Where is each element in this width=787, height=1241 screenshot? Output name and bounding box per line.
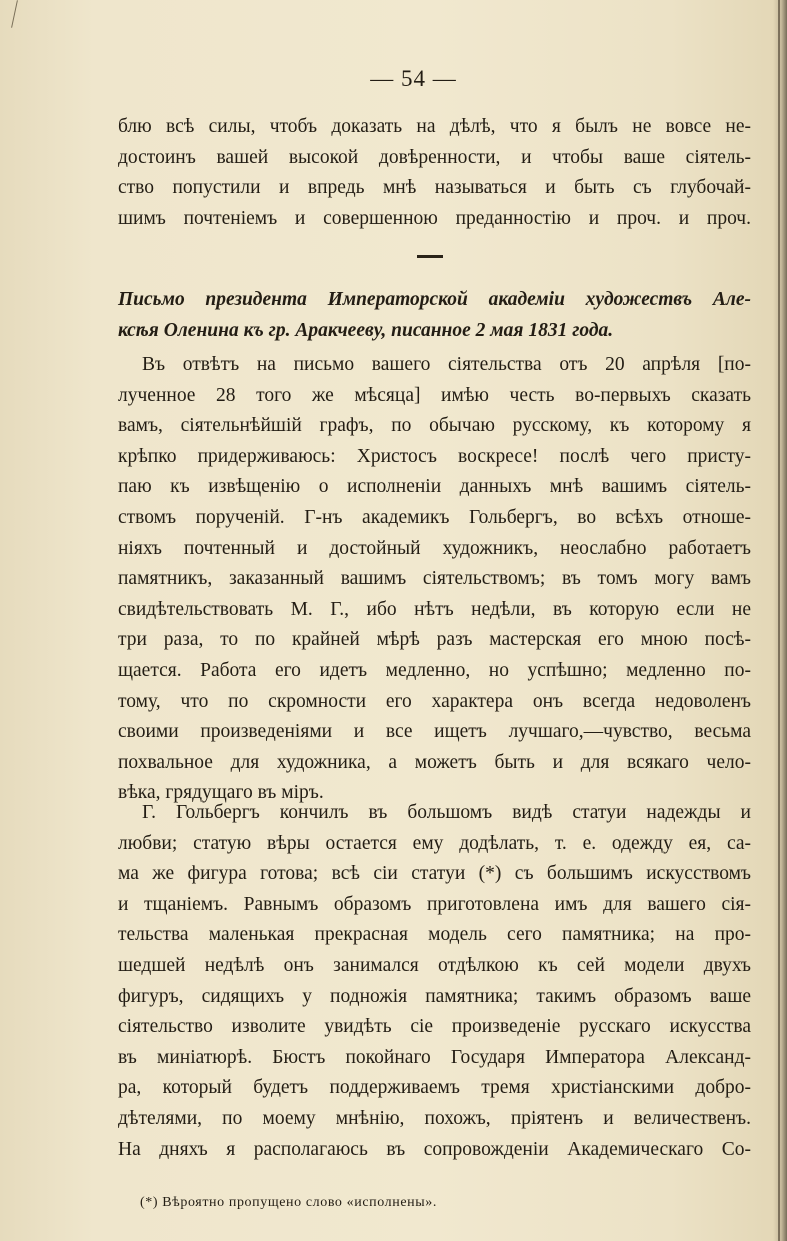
footnote: (*) Вѣроятно пропущено слово «исполнены». xyxy=(140,1195,437,1210)
letter-paragraph-1 xyxy=(118,350,751,809)
heading-line: ксѣя Оленина къ гр. Аракчееву, писанное 2 мая 1831 года. xyxy=(118,320,614,341)
text-line: своими произведеніями и все ищетъ лучшаго,—чувство, весьма xyxy=(118,721,751,743)
text-line: Г. Гольбергъ кончилъ въ большомъ видѣ статуи надежды и xyxy=(142,802,751,823)
text-line: ство попустили и впредь мнѣ называться и быть съ глубочай- xyxy=(118,177,751,199)
text-line: Въ отвѣтъ на письмо вашего сіятельства отъ 20 апрѣля [по- xyxy=(142,354,751,375)
page-number: — 54 — xyxy=(370,66,457,91)
text-line: вамъ, сіятельнѣйшій графъ, по обычаю русскому, къ которому я xyxy=(118,415,751,437)
text-line: похвальное для художника, а можетъ быть и для всякаго чело- xyxy=(118,751,751,773)
text-line: тому, что по скромности его характера онъ всегда недоволенъ xyxy=(118,690,751,712)
text-line: достоинъ вашей высокой довѣренности, и чтобы ваше сіятель- xyxy=(118,146,751,168)
text-line: шимъ почтеніемъ и совершенною преданностію и проч. и проч. xyxy=(118,207,751,229)
heading-line: Письмо президента Императорской академіи художествъ Але- xyxy=(118,289,751,310)
letter-paragraph-2 xyxy=(118,798,751,1165)
section-divider xyxy=(417,255,443,258)
text-line: лученное 28 того же мѣсяца] имѣю честь во-первыхъ сказать xyxy=(118,384,751,406)
text-line: три раза, то по крайней мѣрѣ разъ мастерская его мною посѣ- xyxy=(118,629,751,651)
text-line: фигуръ, сидящихъ у подножія памятника; такимъ образомъ ваше xyxy=(118,985,751,1007)
text-line: дѣтелями, по моему мнѣнію, похожъ, пріятенъ и величественъ. xyxy=(118,1107,751,1129)
text-line: памятникъ, заказанный вашимъ сіятельствомъ; въ томъ могу вамъ xyxy=(118,568,751,590)
text-line: сіятельство изволите увидѣть сіе произведеніе русскаго искусства xyxy=(118,1016,751,1038)
text-line: крѣпко придерживаюсь: Христосъ воскресе! послѣ чего присту- xyxy=(118,445,751,467)
text-line: ствомъ порученій. Г-нъ академикъ Гольбергъ, во всѣхъ отноше- xyxy=(118,506,751,528)
text-line: На дняхъ я располагаюсь въ сопровожденіи Академическаго Со- xyxy=(118,1138,751,1160)
text-line: ма же фигура готова; всѣ сіи статуи (*) съ большимъ искусствомъ xyxy=(118,863,751,885)
page-edge-shadow xyxy=(773,0,787,1241)
text-line: шедшей недѣлѣ онъ занимался отдѣлкою къ сей модели двухъ xyxy=(118,954,751,976)
letter-heading xyxy=(118,284,751,346)
text-line: тельства маленькая прекрасная модель сего памятника; на про- xyxy=(118,924,751,946)
text-line: щается. Работа его идетъ медленно, но успѣшно; медленно по- xyxy=(118,659,751,681)
text-line: и тщаніемъ. Равнымъ образомъ приготовлена имъ для вашего сія- xyxy=(118,893,751,915)
text-line: ніяхъ почтенный и достойный художникъ, неослабно работаетъ xyxy=(118,537,751,559)
text-line: паю къ извѣщенію о исполненіи данныхъ мнѣ вашимъ сіятель- xyxy=(118,476,751,498)
paragraph-continuation xyxy=(118,112,751,234)
text-line: любви; статую вѣры остается ему додѣлать, т. е. одежду ея, са- xyxy=(118,832,751,854)
text-line: ра, который будетъ поддерживаемъ тремя христіанскими добро- xyxy=(118,1077,751,1099)
text-line: вѣка, грядущаго въ міръ. xyxy=(118,782,324,804)
margin-mark xyxy=(11,0,18,28)
text-line: блю всѣ силы, чтобъ доказать на дѣлѣ, что я былъ не вовсе не- xyxy=(118,116,751,137)
text-line: въ миніатюрѣ. Бюстъ покойнаго Государя Императора Александ- xyxy=(118,1046,751,1068)
text-line: свидѣтельствовать М. Г., ибо нѣтъ недѣли, въ которую если не xyxy=(118,598,751,620)
